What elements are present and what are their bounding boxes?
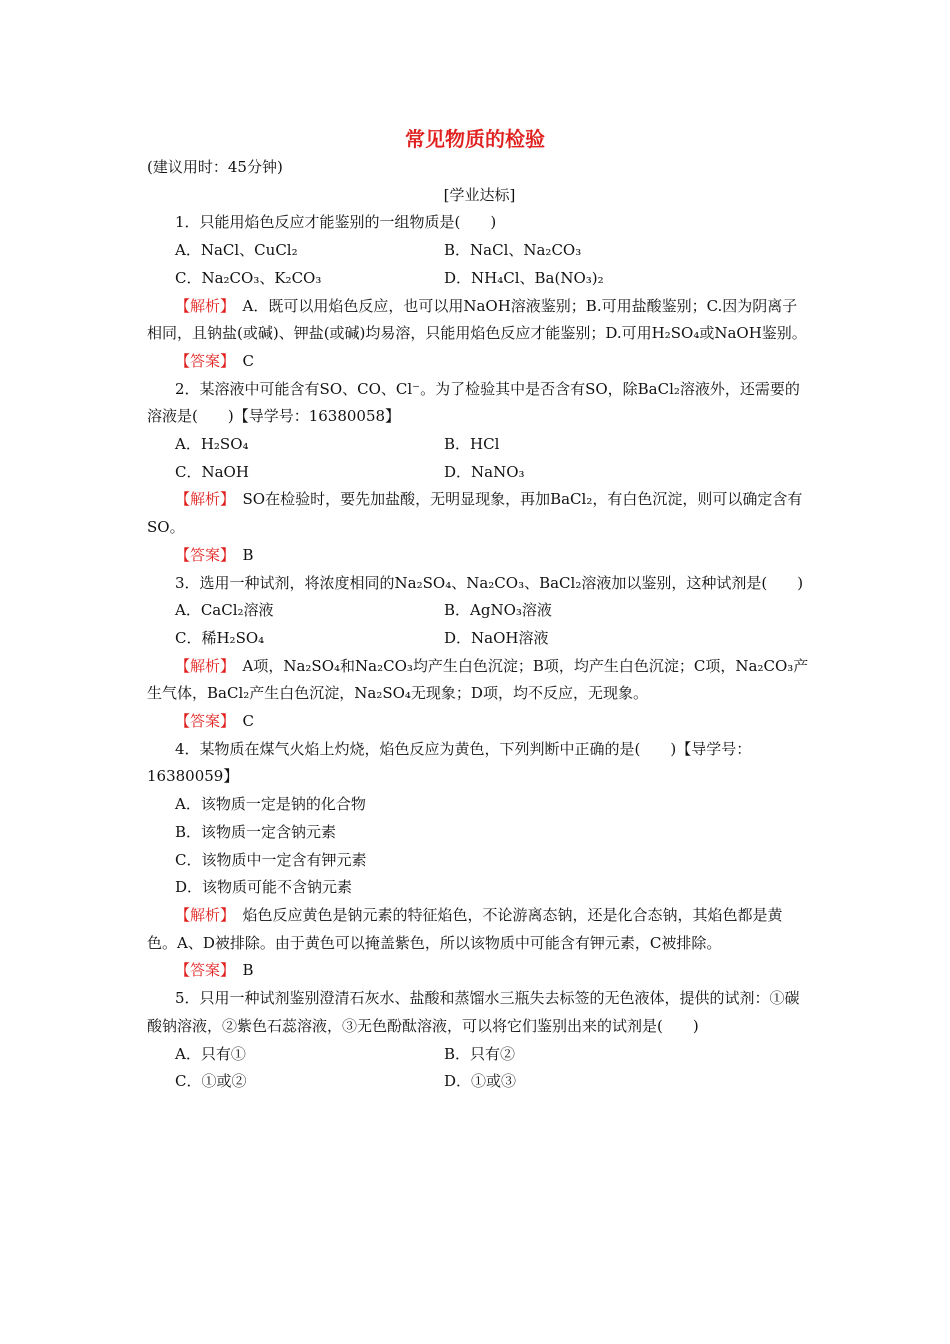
answer-label: 【答案】 [175, 545, 228, 564]
question-3-option-d: D．NaOH溶液 [444, 628, 549, 647]
question-1-option-b: B．NaCl、Na₂CO₃ [444, 241, 582, 260]
question-3-options-row-1 [147, 597, 812, 625]
question-1-answer [147, 348, 812, 376]
question-1-analysis-text: A．既可以用焰色反应，也可以用NaOH溶液鉴别；B.可用盐酸鉴别；C.因为阴离子相同，且钠盐(或碱)、钾盐(或碱)均易溶，只能用焰色反应才能鉴别；D.可用H₂SO₄或NaOH鉴别。 [147, 296, 807, 343]
question-3-stem: 3．选用一种试剂，将浓度相同的Na₂SO₄、Na₂CO₃、BaCl₂溶液加以鉴别，这种试剂是( ) [175, 573, 804, 592]
question-4-answer-text: B [227, 961, 254, 980]
analysis-label: 【解析】 [175, 296, 228, 315]
question-5-option-a: A．只有① [175, 1044, 246, 1063]
answer-label: 【答案】 [175, 351, 228, 370]
question-5-options-row-1 [147, 1041, 812, 1069]
question-5-option-c: C．①或② [175, 1072, 247, 1091]
page-title: 常见物质的检验 [405, 127, 545, 151]
question-4-option-b: B．该物质一定含钠元素 [175, 822, 337, 841]
question-5-options-row-2 [147, 1068, 812, 1096]
answer-label: 【答案】 [175, 712, 228, 731]
question-5-option-b: B．只有② [444, 1044, 516, 1063]
question-3-answer-text: C [227, 712, 254, 731]
document-body [147, 154, 812, 1096]
question-5-option-d: D．①或③ [444, 1072, 517, 1091]
question-2-answer [147, 542, 812, 570]
question-2-option-a: A．H₂SO₄ [175, 435, 249, 454]
question-3-option-c: C．稀H₂SO₄ [175, 628, 265, 647]
question-4-option-c: C．该物质中一定含有钾元素 [175, 850, 367, 869]
question-2-option-c: C．NaOH [175, 462, 249, 481]
question-4-stem: 4．某物质在煤气火焰上灼烧，焰色反应为黄色，下列判断中正确的是( )【导学号：16380059】 [147, 739, 752, 786]
analysis-label: 【解析】 [175, 490, 228, 509]
question-1-stem: 1．只能用焰色反应才能鉴别的一组物质是( ) [175, 213, 497, 232]
question-2-analysis-text: SO在检验时，要先加盐酸，无明显现象，再加BaCl₂，有白色沉淀，则可以确定含有SO。 [147, 490, 803, 537]
question-1-option-a: A．NaCl、CuCl₂ [175, 241, 298, 260]
question-2-options-row-1 [147, 431, 812, 459]
question-3-analysis-text: A项，Na₂SO₄和Na₂CO₃均产生白色沉淀；B项，均产生白色沉淀；C项，Na₂CO₃产生气体，BaCl₂产生白色沉淀，Na₂SO₄无现象；D项，均不反应，无现象。 [147, 656, 809, 703]
answer-label: 【答案】 [175, 961, 228, 980]
question-4-answer [147, 957, 812, 985]
question-3-option-b: B．AgNO₃溶液 [444, 601, 552, 620]
question-2-analysis [147, 486, 812, 541]
question-4-option-d: D．该物质可能不含钠元素 [175, 878, 353, 897]
question-3-analysis [147, 653, 812, 708]
question-2-option-d: D．NaNO₃ [444, 462, 525, 481]
question-4-option-a: A．该物质一定是钠的化合物 [175, 795, 366, 814]
question-1-option-d: D．NH₄Cl、Ba(NO₃)₂ [444, 268, 604, 287]
analysis-label: 【解析】 [175, 656, 228, 675]
question-4-analysis [147, 902, 812, 957]
question-3-options-row-2 [147, 625, 812, 653]
question-2-stem: 2．某溶液中可能含有SO、CO、Cl⁻。为了检验其中是否含有SO，除BaCl₂溶液外，还需要的溶液是( )【导学号：16380058】 [147, 379, 800, 426]
question-1-option-c: C．Na₂CO₃、K₂CO₃ [175, 268, 322, 287]
question-3-answer [147, 708, 812, 736]
section-heading: [学业达标] [443, 185, 516, 204]
question-2-answer-text: B [227, 545, 254, 564]
question-1-options-row-2 [147, 265, 812, 293]
question-1-analysis [147, 293, 812, 348]
question-3-option-a: A．CaCl₂溶液 [175, 601, 274, 620]
question-5-stem: 5．只用一种试剂鉴别澄清石灰水、盐酸和蒸馏水三瓶失去标签的无色液体，提供的试剂：①碳酸钠溶液，②紫色石蕊溶液，③无色酚酞溶液，可以将它们鉴别出来的试剂是( ) [147, 989, 800, 1035]
question-1-options-row-1 [147, 237, 812, 265]
time-hint: (建议用时：45分钟) [147, 158, 283, 176]
analysis-label: 【解析】 [175, 905, 228, 924]
question-4-analysis-text: 焰色反应黄色是钠元素的特征焰色，不论游离态钠，还是化合态钠，其焰色都是黄色。A、D被排除。由于黄色可以掩盖紫色，所以该物质中可能含有钾元素，C被排除。 [147, 905, 783, 952]
question-2-option-b: B．HCl [444, 435, 500, 454]
question-1-answer-text: C [227, 351, 254, 370]
question-2-options-row-2 [147, 459, 812, 487]
